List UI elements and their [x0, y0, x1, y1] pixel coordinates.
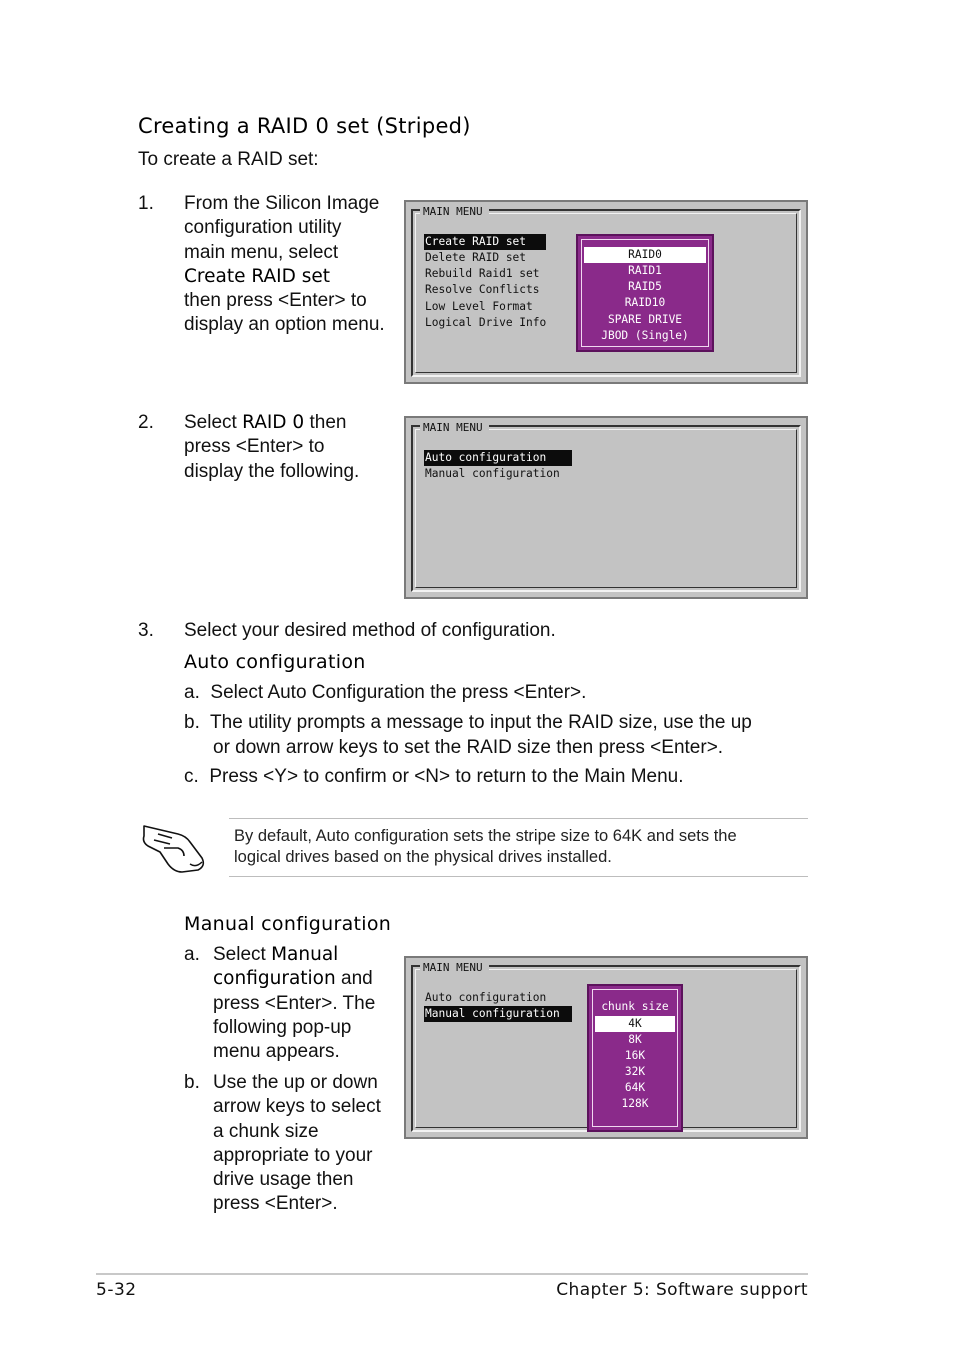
popup-item-spare-drive[interactable]: SPARE DRIVE [607, 313, 683, 326]
popup-item-32k[interactable]: 32K [624, 1065, 646, 1078]
step2-emphasis: RAID 0 [242, 412, 305, 433]
menu-item-manual-configuration[interactable]: Manual configuration [425, 467, 560, 480]
popup-item-raid0[interactable]: RAID0 [584, 247, 706, 263]
menu-item-manual-configuration[interactable]: Manual configuration [424, 1006, 572, 1022]
step1-emphasis: Create RAID set [184, 265, 330, 287]
bios-screen-chunk-size [404, 956, 808, 1139]
popup-item-jbod[interactable]: JBOD (Single) [601, 329, 689, 342]
section-title: Creating a RAID 0 set (Striped) [138, 114, 471, 138]
menu-item-low-level-format[interactable]: Low Level Format [425, 300, 533, 313]
screen-title: MAIN MENU [420, 961, 489, 974]
menu-item-auto-configuration[interactable]: Auto configuration [425, 991, 547, 1004]
popup-item-64k[interactable]: 64K [624, 1081, 646, 1094]
auto-config-title: Auto configuration [184, 651, 366, 673]
auto-config-step-a: a. Select Auto Configuration the press <Enter>. [184, 682, 587, 703]
auto-config-step-b2: or down arrow keys to set the RAID size then press <Enter>. [213, 737, 724, 758]
step3-text: Select your desired method of configuration. [184, 620, 556, 641]
bios-screen-main-menu [404, 200, 808, 384]
step2-text: Select RAID 0 then press <Enter> to display the following. [184, 412, 360, 482]
raid-level-popup [576, 234, 714, 352]
note-bottom-rule [229, 876, 808, 877]
manual-config-title: Manual configuration [184, 913, 392, 935]
menu-item-create-raid-set[interactable]: Create RAID set [424, 234, 546, 250]
popup-item-raid5[interactable]: RAID5 [628, 280, 662, 293]
manual-step-b-text: Use the up or down arrow keys to select a chunk size appropriate to your drive usage then press <Enter>. [213, 1072, 381, 1215]
screen-title: MAIN MENU [420, 205, 489, 218]
page-number: 5-32 [96, 1280, 137, 1300]
intro-text: To create a RAID set: [138, 149, 319, 170]
popup-item-128k[interactable]: 128K [621, 1097, 649, 1110]
footer-rule [96, 1273, 808, 1275]
manual-step-b-label: b. [184, 1072, 200, 1093]
note-top-rule [229, 818, 808, 819]
hand-note-icon [138, 818, 208, 878]
step2-number: 2. [138, 412, 154, 433]
step1-text: From the Silicon Image configuration utility main menu, select Create RAID set then press <Enter> to display an option menu. [184, 192, 399, 338]
screen-title: MAIN MENU [420, 421, 489, 434]
step1-number: 1. [138, 193, 154, 214]
popup-item-raid10[interactable]: RAID10 [624, 296, 666, 309]
menu-item-logical-drive-info[interactable]: Logical Drive Info [425, 316, 547, 329]
chapter-title: Chapter 5: Software support [556, 1280, 808, 1300]
popup-item-raid1[interactable]: RAID1 [628, 264, 662, 277]
auto-config-step-c: c. Press <Y> to confirm or <N> to return to the Main Menu. [184, 766, 684, 787]
chunk-size-popup [587, 984, 683, 1132]
popup-item-8k[interactable]: 8K [628, 1033, 642, 1046]
step3-number: 3. [138, 620, 154, 641]
note-text: By default, Auto configuration sets the stripe size to 64K and sets the logical drives based on the physical drives installed. [234, 827, 737, 866]
manual-step-a-label: a. [184, 944, 200, 965]
auto-config-step-b1: b. The utility prompts a message to input the RAID size, use the up [184, 712, 752, 733]
manual-step-a-text: Select Manual configuration and press <Enter>. The following pop-up menu appears. [213, 944, 376, 1063]
bios-screen-config-method [404, 416, 808, 599]
menu-item-delete-raid-set[interactable]: Delete RAID set [425, 251, 527, 264]
menu-item-resolve-conflicts[interactable]: Resolve Conflicts [425, 283, 540, 296]
popup-title: chunk size [601, 1000, 669, 1013]
popup-item-16k[interactable]: 16K [624, 1049, 646, 1062]
menu-item-rebuild-raid1[interactable]: Rebuild Raid1 set [425, 267, 540, 280]
popup-item-4k[interactable]: 4K [595, 1016, 675, 1032]
menu-item-auto-configuration[interactable]: Auto configuration [424, 450, 572, 466]
